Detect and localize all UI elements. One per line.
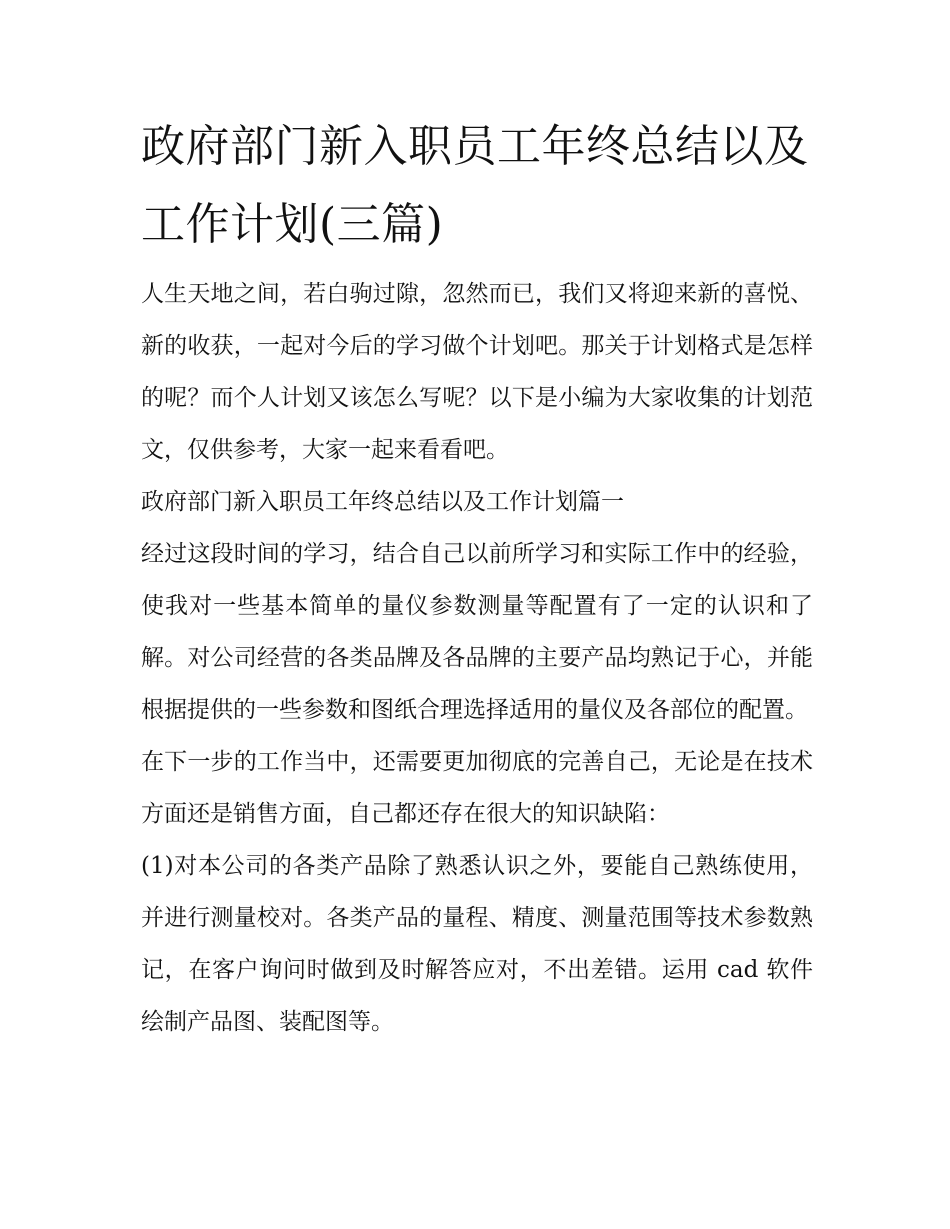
paragraph-next-steps: 在下一步的工作当中，还需要更加彻底的完善自己，无论是在技术方面还是销售方面，自己都还存在很大的知识缺陷： [141, 749, 813, 827]
paragraph-item-1: (1)对本公司的各类产品除了熟悉认识之外，要能自己熟练使用，并进行测量校对。各类产品的量程、精度、测量范围等技术参数熟记，在客户询问时做到及时解答应对，不出差错。运用 cad 软件绘制产品图、装配图等。 [141, 853, 813, 1035]
document-title: 政府部门新入职员工年终总结以及工作计划(三篇) [141, 121, 809, 250]
document-body [141, 108, 813, 1048]
paragraph-experience: 经过这段时间的学习，结合自己以前所学习和实际工作中的经验，使我对一些基本简单的量仪参数测量等配置有了一定的认识和了解。对公司经营的各类品牌及各品牌的主要产品均熟记于心，并能根据提供的一些参数和图纸合理选择适用的量仪及各部位的配置。 [141, 541, 813, 723]
paragraph-intro: 人生天地之间，若白驹过隙，忽然而已，我们又将迎来新的喜悦、新的收获，一起对今后的学习做个计划吧。那关于计划格式是怎样的呢？而个人计划又该怎么写呢？以下是小编为大家收集的计划范文，仅供参考，大家一起来看看吧。 [141, 281, 813, 463]
section-heading: 政府部门新入职员工年终总结以及工作计划篇一 [141, 489, 624, 515]
